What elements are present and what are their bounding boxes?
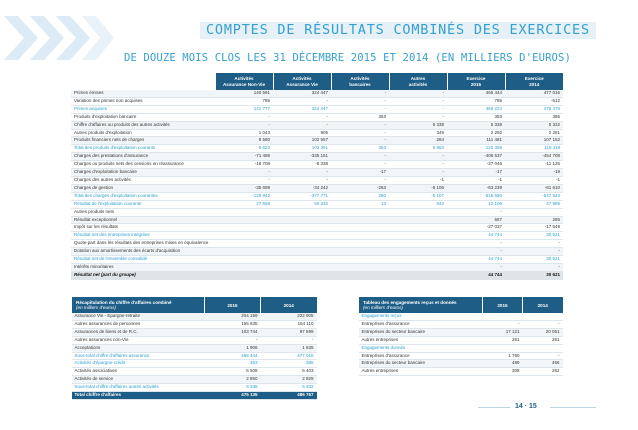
row-value: 103 351 [273, 145, 331, 153]
row-value: 111 481 [447, 137, 505, 145]
row-value: 285 [505, 216, 563, 224]
table-row [71, 97, 563, 105]
row-value: 6 403 [261, 368, 317, 376]
row-value: - [273, 113, 331, 121]
row-label: Charges d'exploitation bancaire [71, 169, 215, 177]
row-value: - [331, 176, 389, 184]
table-row [71, 129, 563, 137]
row-value [331, 208, 389, 216]
row-value: 5 332 [261, 384, 317, 392]
row-value: - [389, 97, 447, 105]
table-row [359, 344, 563, 352]
row-value [389, 232, 447, 240]
row-label: Quote-part dans les résultats des entreprises mises en équivalence [71, 240, 215, 248]
row-label: Engagements donnés [359, 344, 483, 352]
row-value: 280 [331, 192, 389, 200]
row-value [389, 263, 447, 271]
row-value [273, 224, 331, 232]
row-value [331, 216, 389, 224]
table-row [359, 328, 563, 336]
row-label: Entreprises d'assurance [359, 320, 483, 328]
table-header-row [359, 297, 563, 313]
page-title: COMPTES DE RÉSULTATS COMBINÉS DES EXERCICES [200, 22, 596, 39]
row-value: 2 261 [505, 129, 563, 137]
row-value: 102 557 [273, 137, 331, 145]
row-value: - [215, 176, 273, 184]
row-value: 47 985 [505, 200, 563, 208]
row-value: - [389, 105, 447, 113]
table-unit: (en milliers d'euros) [76, 305, 116, 310]
row-label: Total des charges d'exploitation courantes [71, 192, 215, 200]
table-title: Récapitulation du chiffre d'affaires combiné [76, 299, 172, 305]
table-row [72, 313, 317, 320]
row-label: Autres assurances non-Vie [72, 336, 205, 344]
row-label: Produits d'exploitation bancaire [71, 113, 215, 121]
table-row [71, 176, 563, 184]
row-value: - [447, 240, 505, 248]
row-value [215, 256, 273, 264]
row-label: Assurance Vie - Epargne-retraite [72, 313, 205, 320]
table-row [71, 200, 563, 208]
row-value: -27 037 [447, 224, 505, 232]
row-value: 486 767 [261, 392, 317, 400]
row-label: Entreprises d'assurance [359, 352, 483, 360]
row-label: Charges ou produits nets des cessions en réassurance [71, 161, 215, 169]
row-value: - [447, 208, 505, 216]
row-value [215, 240, 273, 248]
row-value [331, 232, 389, 240]
table-row [71, 184, 563, 192]
row-value: 8 580 [215, 137, 273, 145]
row-value [215, 224, 273, 232]
row-value: 5 332 [505, 121, 563, 129]
row-label: Charges des prestations d'assurance [71, 153, 215, 161]
row-value: 476 478 [505, 105, 563, 113]
row-value: - [215, 113, 273, 121]
row-value: - [215, 169, 273, 177]
column-header: Activités bancaires [331, 73, 389, 90]
income-statement-table [71, 73, 563, 280]
column-header: Exercice 2014 [505, 73, 563, 90]
row-value: 477 016 [261, 352, 317, 360]
row-label: Dotation aux amortissements des écarts d'acquisition [71, 248, 215, 256]
row-label: Entreprises du secteur bancaire [359, 328, 483, 336]
row-value [215, 232, 273, 240]
row-value [273, 271, 331, 279]
row-value: -1 [505, 176, 563, 184]
table-row [71, 216, 563, 224]
row-value: 8 623 [215, 145, 273, 153]
row-value [273, 256, 331, 264]
table-row [72, 344, 317, 352]
row-value [389, 224, 447, 232]
row-value: 353 [205, 360, 261, 368]
table-header-row [71, 73, 563, 90]
row-label: Charges des autres activités [71, 176, 215, 184]
row-value: 140 591 [215, 90, 273, 97]
row-value [331, 271, 389, 279]
row-value: -35 698 [215, 184, 273, 192]
table-row [71, 240, 563, 248]
row-value: 353 [331, 145, 389, 153]
row-value: 103 744 [205, 328, 261, 336]
row-value: 349 [389, 129, 447, 137]
table-header-row [72, 297, 317, 313]
row-value: 785 [215, 97, 273, 105]
row-value [523, 313, 563, 320]
row-value: - [331, 90, 389, 97]
row-label: Activités de service [72, 376, 205, 384]
row-label: Résultat net (part du groupe) [71, 271, 215, 279]
row-label: Total chiffre d'affaires [72, 392, 205, 400]
row-value: 204 159 [205, 313, 261, 320]
row-value: -377 771 [273, 192, 331, 200]
row-value: 12 106 [447, 200, 505, 208]
row-label: Assurances de biens et de R.C. [72, 328, 205, 336]
row-value [273, 263, 331, 271]
row-value [331, 240, 389, 248]
page-footer [478, 402, 598, 412]
row-label: Autres entreprises [359, 336, 483, 344]
table-row [72, 320, 317, 328]
row-value: 385 [505, 113, 563, 121]
row-label: Total des produits d'exploitation courants [71, 145, 215, 153]
blank-header [71, 73, 215, 90]
row-value: -406 537 [447, 153, 505, 161]
row-value [331, 263, 389, 271]
row-value: - [273, 121, 331, 129]
row-value [483, 313, 523, 320]
row-value: -5 107 [389, 192, 447, 200]
row-value: - [331, 129, 389, 137]
row-value: 115 118 [505, 145, 563, 153]
row-value [273, 208, 331, 216]
row-value: - [389, 169, 447, 177]
row-value: - [447, 248, 505, 256]
row-label: Autres entreprises [359, 368, 483, 376]
row-label: Charges de gestion [71, 184, 215, 192]
table-row [359, 352, 563, 360]
row-value: 1 780 [483, 352, 523, 360]
row-value [505, 208, 563, 216]
row-value: -17 649 [505, 224, 563, 232]
page-subtitle: DE DOUZE MOIS CLOS LES 31 DÉCEMBRE 2015 ET 2014 (EN MILLIERS D'EUROS) [124, 52, 571, 64]
row-value: - [273, 169, 331, 177]
table-row [359, 336, 563, 344]
table-row [71, 232, 563, 240]
row-value: 251 [483, 336, 523, 344]
row-value: 30 621 [505, 271, 563, 279]
table-row [71, 271, 563, 279]
row-value: 385 [261, 360, 317, 368]
row-value: 20 051 [523, 328, 563, 336]
table-row [71, 121, 563, 129]
row-label: Résultat exceptionnel [71, 216, 215, 224]
table-title: Tableau des engagements reçus et donnés [363, 299, 457, 305]
row-value: 905 [273, 129, 331, 137]
row-value: 475 135 [205, 392, 261, 400]
table-row [72, 336, 317, 344]
row-value [331, 224, 389, 232]
table-row [71, 192, 563, 200]
row-value: 13 [331, 200, 389, 208]
row-label: Produits financiers nets de charges [71, 137, 215, 145]
row-value: 251 [523, 336, 563, 344]
row-value: 465 444 [205, 352, 261, 360]
row-value: -71 486 [215, 153, 273, 161]
row-value: - [331, 121, 389, 129]
row-value: 353 [447, 113, 505, 121]
row-label: Acceptations [72, 344, 205, 352]
row-value [389, 256, 447, 264]
row-value: 5 338 [447, 121, 505, 129]
table-row [71, 248, 563, 256]
row-value: -263 [331, 184, 389, 192]
row-value [523, 344, 563, 352]
row-value: 2 292 [447, 129, 505, 137]
table-row [71, 208, 563, 216]
row-label: Résultat net des entreprises intégrées [71, 232, 215, 240]
row-value: 154 110 [261, 320, 317, 328]
row-value [273, 248, 331, 256]
row-value: 489 [483, 360, 523, 368]
row-value: 27 558 [215, 200, 273, 208]
row-value: - [389, 153, 447, 161]
row-value [389, 240, 447, 248]
row-value: -8 338 [273, 161, 331, 169]
row-label: Sous-total chiffre d'affaires assurance [72, 352, 205, 360]
row-value: - [505, 240, 563, 248]
column-header: 2014 [523, 297, 563, 313]
commitments-table [358, 297, 563, 376]
row-label: Activités d'épargne-crédit [72, 360, 205, 368]
revenue-summary-table [71, 297, 317, 400]
row-value: - [331, 137, 389, 145]
row-value [389, 271, 447, 279]
row-value: -34 242 [273, 184, 331, 192]
row-value: 667 [447, 216, 505, 224]
row-value: - [389, 161, 447, 169]
row-label: Primes émises [71, 90, 215, 97]
row-value: -18 708 [215, 161, 273, 169]
column-header: Autres activités [389, 73, 447, 90]
row-value: -516 550 [447, 192, 505, 200]
footer-rule [478, 407, 510, 408]
row-value [389, 216, 447, 224]
column-header: 2015 [205, 297, 261, 313]
row-value: 785 [447, 97, 505, 105]
row-value: -5 106 [389, 184, 447, 192]
row-value: - [483, 320, 523, 328]
row-value: 1 635 [261, 344, 317, 352]
table-row [72, 384, 317, 392]
row-value: 1 906 [205, 344, 261, 352]
row-value [389, 208, 447, 216]
row-value [273, 240, 331, 248]
row-value: 252 [523, 368, 563, 376]
row-value: 5 338 [205, 384, 261, 392]
row-value: 30 621 [505, 256, 563, 264]
row-value [331, 248, 389, 256]
row-value [389, 248, 447, 256]
row-value: 44 744 [447, 256, 505, 264]
table-row [72, 392, 317, 400]
row-label: Chiffre d'affaires ou produits des autres activités [71, 121, 215, 129]
row-value: 324 447 [273, 105, 331, 113]
row-value [483, 344, 523, 352]
row-value: 141 777 [215, 105, 273, 113]
row-value: 97 599 [261, 328, 317, 336]
row-value: - [447, 263, 505, 271]
table-row [71, 169, 563, 177]
row-value: 107 152 [505, 137, 563, 145]
row-value [215, 263, 273, 271]
row-value [273, 216, 331, 224]
row-value: -81 610 [505, 184, 563, 192]
row-value: - [389, 90, 447, 97]
row-value: 1 043 [215, 129, 273, 137]
row-label: Variation des primes non acquises [71, 97, 215, 105]
footer-rule [550, 407, 596, 408]
table-row [71, 137, 563, 145]
row-value: 123 356 [447, 145, 505, 153]
row-label: Sous-total chiffre d'affaires autres activités [72, 384, 205, 392]
row-value: -63 239 [447, 184, 505, 192]
row-label: Activités associatives [72, 368, 205, 376]
row-label: Impôt sur les résultats [71, 224, 215, 232]
row-value [215, 248, 273, 256]
table-row [72, 352, 317, 360]
row-value: - [523, 352, 563, 360]
row-value: 2 850 [205, 376, 261, 384]
table-row [72, 368, 317, 376]
row-value: 155 635 [205, 320, 261, 328]
table-row [71, 145, 563, 153]
row-value: 324 447 [273, 90, 331, 97]
table-row [72, 328, 317, 336]
row-value: - [331, 153, 389, 161]
row-value: -335 151 [273, 153, 331, 161]
table-unit: (en milliers d'euros) [363, 305, 403, 310]
row-value: - [523, 320, 563, 328]
table-row [359, 368, 563, 376]
row-value: -27 046 [447, 161, 505, 169]
row-value: - [273, 97, 331, 105]
table-title-cell [359, 297, 483, 313]
row-label: Engagements reçus [359, 313, 483, 320]
table-row [71, 113, 563, 121]
row-value: 5 953 [389, 145, 447, 153]
row-value: 456 [523, 360, 563, 368]
row-value: 17 121 [483, 328, 523, 336]
row-value: -19 [505, 169, 563, 177]
row-value: 2 929 [261, 376, 317, 384]
table-title-cell [72, 297, 205, 313]
row-value: 477 016 [505, 90, 563, 97]
row-value: -17 [331, 169, 389, 177]
row-value: 44 744 [447, 271, 505, 279]
row-label: Entreprises du secteur bancaire [359, 360, 483, 368]
row-value: - [505, 263, 563, 271]
row-value: 353 [331, 113, 389, 121]
row-value: -547 543 [505, 192, 563, 200]
row-value: -1 [447, 176, 505, 184]
row-value: 6 508 [205, 368, 261, 376]
row-value [215, 208, 273, 216]
table-row [359, 320, 563, 328]
row-label: Autres produits d'exploitation [71, 129, 215, 137]
row-label: Intérêts minoritaires [71, 263, 215, 271]
row-value: 222 905 [261, 313, 317, 320]
column-header: Exercice 2015 [447, 73, 505, 90]
table-row [359, 313, 563, 320]
row-value: 5 338 [389, 121, 447, 129]
row-value: - [331, 97, 389, 105]
row-value [215, 271, 273, 279]
row-value: -11 125 [505, 161, 563, 169]
row-value: - [205, 336, 261, 344]
row-value [215, 216, 273, 224]
row-label: Résultat de l'exploitation courante [71, 200, 215, 208]
row-value: -454 708 [505, 153, 563, 161]
row-value: - [261, 336, 317, 344]
row-value: 284 [389, 137, 447, 145]
table-row [71, 161, 563, 169]
row-value: 308 [483, 368, 523, 376]
row-value: - [331, 161, 389, 169]
row-value: 844 [389, 200, 447, 208]
table-row [71, 105, 563, 113]
table-row [71, 153, 563, 161]
row-value: -512 [505, 97, 563, 105]
table-row [71, 90, 563, 97]
column-header: 2015 [483, 297, 523, 313]
row-value: 30 621 [505, 232, 563, 240]
table-row [72, 360, 317, 368]
table-row [71, 224, 563, 232]
table-row [359, 360, 563, 368]
column-header: Activités Assurance Vie [273, 73, 331, 90]
column-header: 2014 [261, 297, 317, 313]
row-value: 44 744 [447, 232, 505, 240]
row-label: Résultat net de l'ensemble consolidé [71, 256, 215, 264]
row-label: Autres produits nets [71, 208, 215, 216]
table-row [71, 256, 563, 264]
row-label: Primes acquises [71, 105, 215, 113]
row-value [331, 256, 389, 264]
table-row [71, 263, 563, 271]
row-value: 50 332 [273, 200, 331, 208]
row-value: -17 [447, 169, 505, 177]
row-value: - [389, 113, 447, 121]
row-label: Autres assurances de personnes [72, 320, 205, 328]
table-row [72, 376, 317, 384]
row-value: 466 224 [447, 105, 505, 113]
row-value: - [215, 121, 273, 129]
row-value: -1 [389, 176, 447, 184]
row-value: - [331, 105, 389, 113]
row-value: -125 842 [215, 192, 273, 200]
chevron-decoration [4, 16, 114, 60]
row-value: 465 444 [447, 90, 505, 97]
row-value [273, 232, 331, 240]
row-value: - [273, 176, 331, 184]
page-number: 14 · 15 [515, 403, 537, 410]
column-header: Activités Assurance Non-Vie [215, 73, 273, 90]
row-value: - [505, 248, 563, 256]
